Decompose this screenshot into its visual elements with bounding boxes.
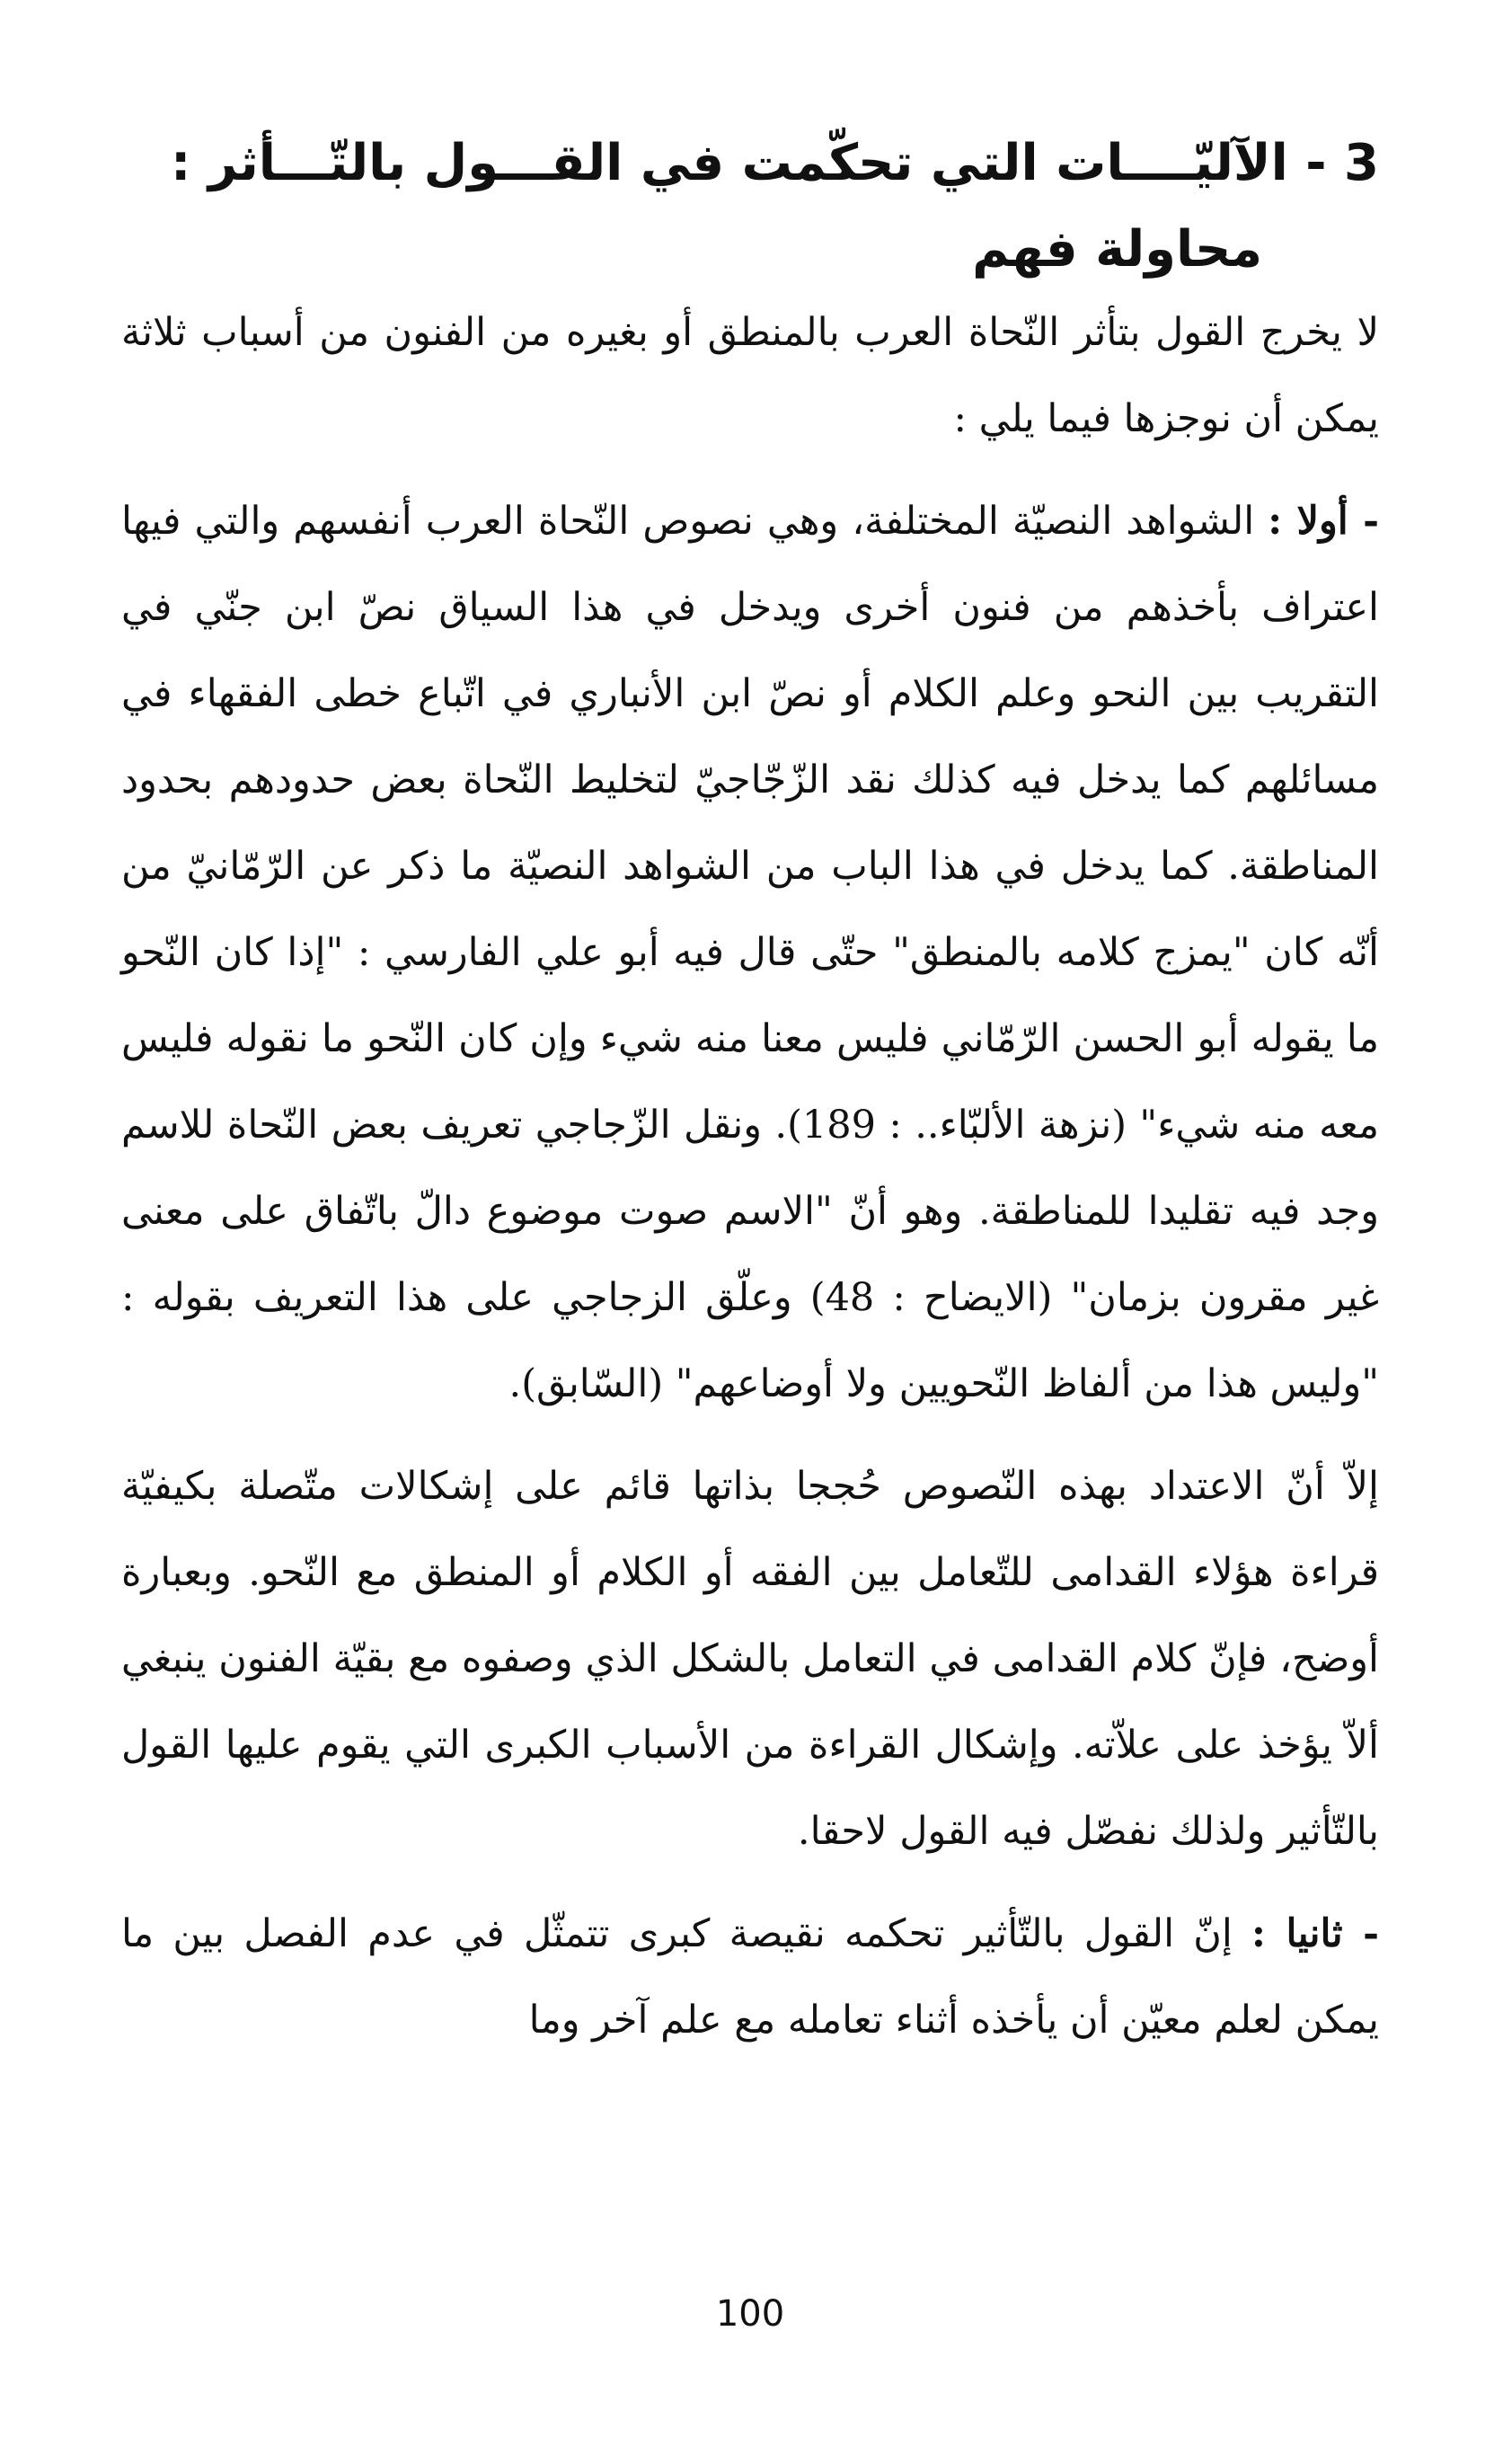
paragraph-intro [121, 289, 1379, 462]
paragraph-reading-problem [121, 1443, 1379, 1875]
paragraph-lead: - أولا : [1268, 499, 1379, 544]
heading-line-1: 3 - الآليّــــات التي تحكّمت في القـــول بالتّـــأثر : [171, 133, 1379, 192]
paragraph-lead: - ثانيا : [1251, 1911, 1379, 1956]
paragraph-first-reason [121, 478, 1379, 1427]
paragraph-second-reason [121, 1891, 1379, 2063]
paragraph-text: إنّ القول بالتّأثير تحكمه نقيصة كبرى تتمثّل في عدم الفصل بين ما يمكن لعلم معيّن أن يأخذه أثناء تعامله مع علم آخر وما [121, 1911, 1379, 2043]
page-number: 100 [715, 2293, 785, 2335]
body-text [121, 289, 1379, 2063]
paragraph-text: لا يخرج القول بتأثر النّحاة العرب بالمنطق أو بغيره من الفنون من أسباب ثلاثة يمكن أن نوجزها فيما يلي : [121, 310, 1379, 441]
book-page [121, 0, 1379, 2464]
section-heading [121, 120, 1379, 293]
heading-line-2: محاولة فهم [972, 219, 1262, 279]
paragraph-text: إلاّ أنّ الاعتداد بهذه النّصوص حُججا بذاتها قائم على إشكالات متّصلة بكيفيّة قراءة هؤلاء القدامى للتّعامل بين الفقه أو الكلام أو المنطق مع النّحو. وبعبارة أوضح، فإنّ كلام القدامى في التعامل بالشكل الذي وصفوه مع بقيّة الفنون ينبغي ألاّ يؤخذ على علاّته. وإشكال القراءة من الأسباب الكبرى التي يقوم عليها القول بالتّأثير ولذلك نفصّل فيه القول لاحقا. [121, 1464, 1379, 1854]
paragraph-text: الشواهد النصيّة المختلفة، وهي نصوص النّحاة العرب أنفسهم والتي فيها اعتراف بأخذهم من فنون أخرى ويدخل في هذا السياق نصّ ابن جنّي في التقريب بين النحو وعلم الكلام أو نصّ ابن الأنباري في اتّباع خطى الفقهاء في مسائلهم كما يدخل فيه كذلك نقد الزّجّاجيّ لتخليط النّحاة بعض حدودهم بحدود المناطقة. كما يدخل في هذا الباب من الشواهد النصيّة ما ذكر عن الرّمّانيّ من أنّه كان "يمزج كلامه بالمنطق" حتّى قال فيه أبو علي الفارسي : "إذا كان النّحو ما يقوله أبو الحسن الرّمّاني فليس معنا منه شيء وإن كان النّحو ما نقوله فليس معه منه شيء" (نزهة الألبّاء.. : 189). ونقل الزّجاجي تعريف بعض النّحاة للاسم وجد فيه تقليدا للمناطقة. وهو أنّ "الاسم صوت موضوع دالّ باتّفاق على معنى غير مقرون بزمان" (الايضاح : 48) وعلّق الزجاجي على هذا التعريف بقوله : "وليس هذا من ألفاظ النّحويين ولا أوضاعهم" (السّابق). [121, 499, 1380, 1406]
